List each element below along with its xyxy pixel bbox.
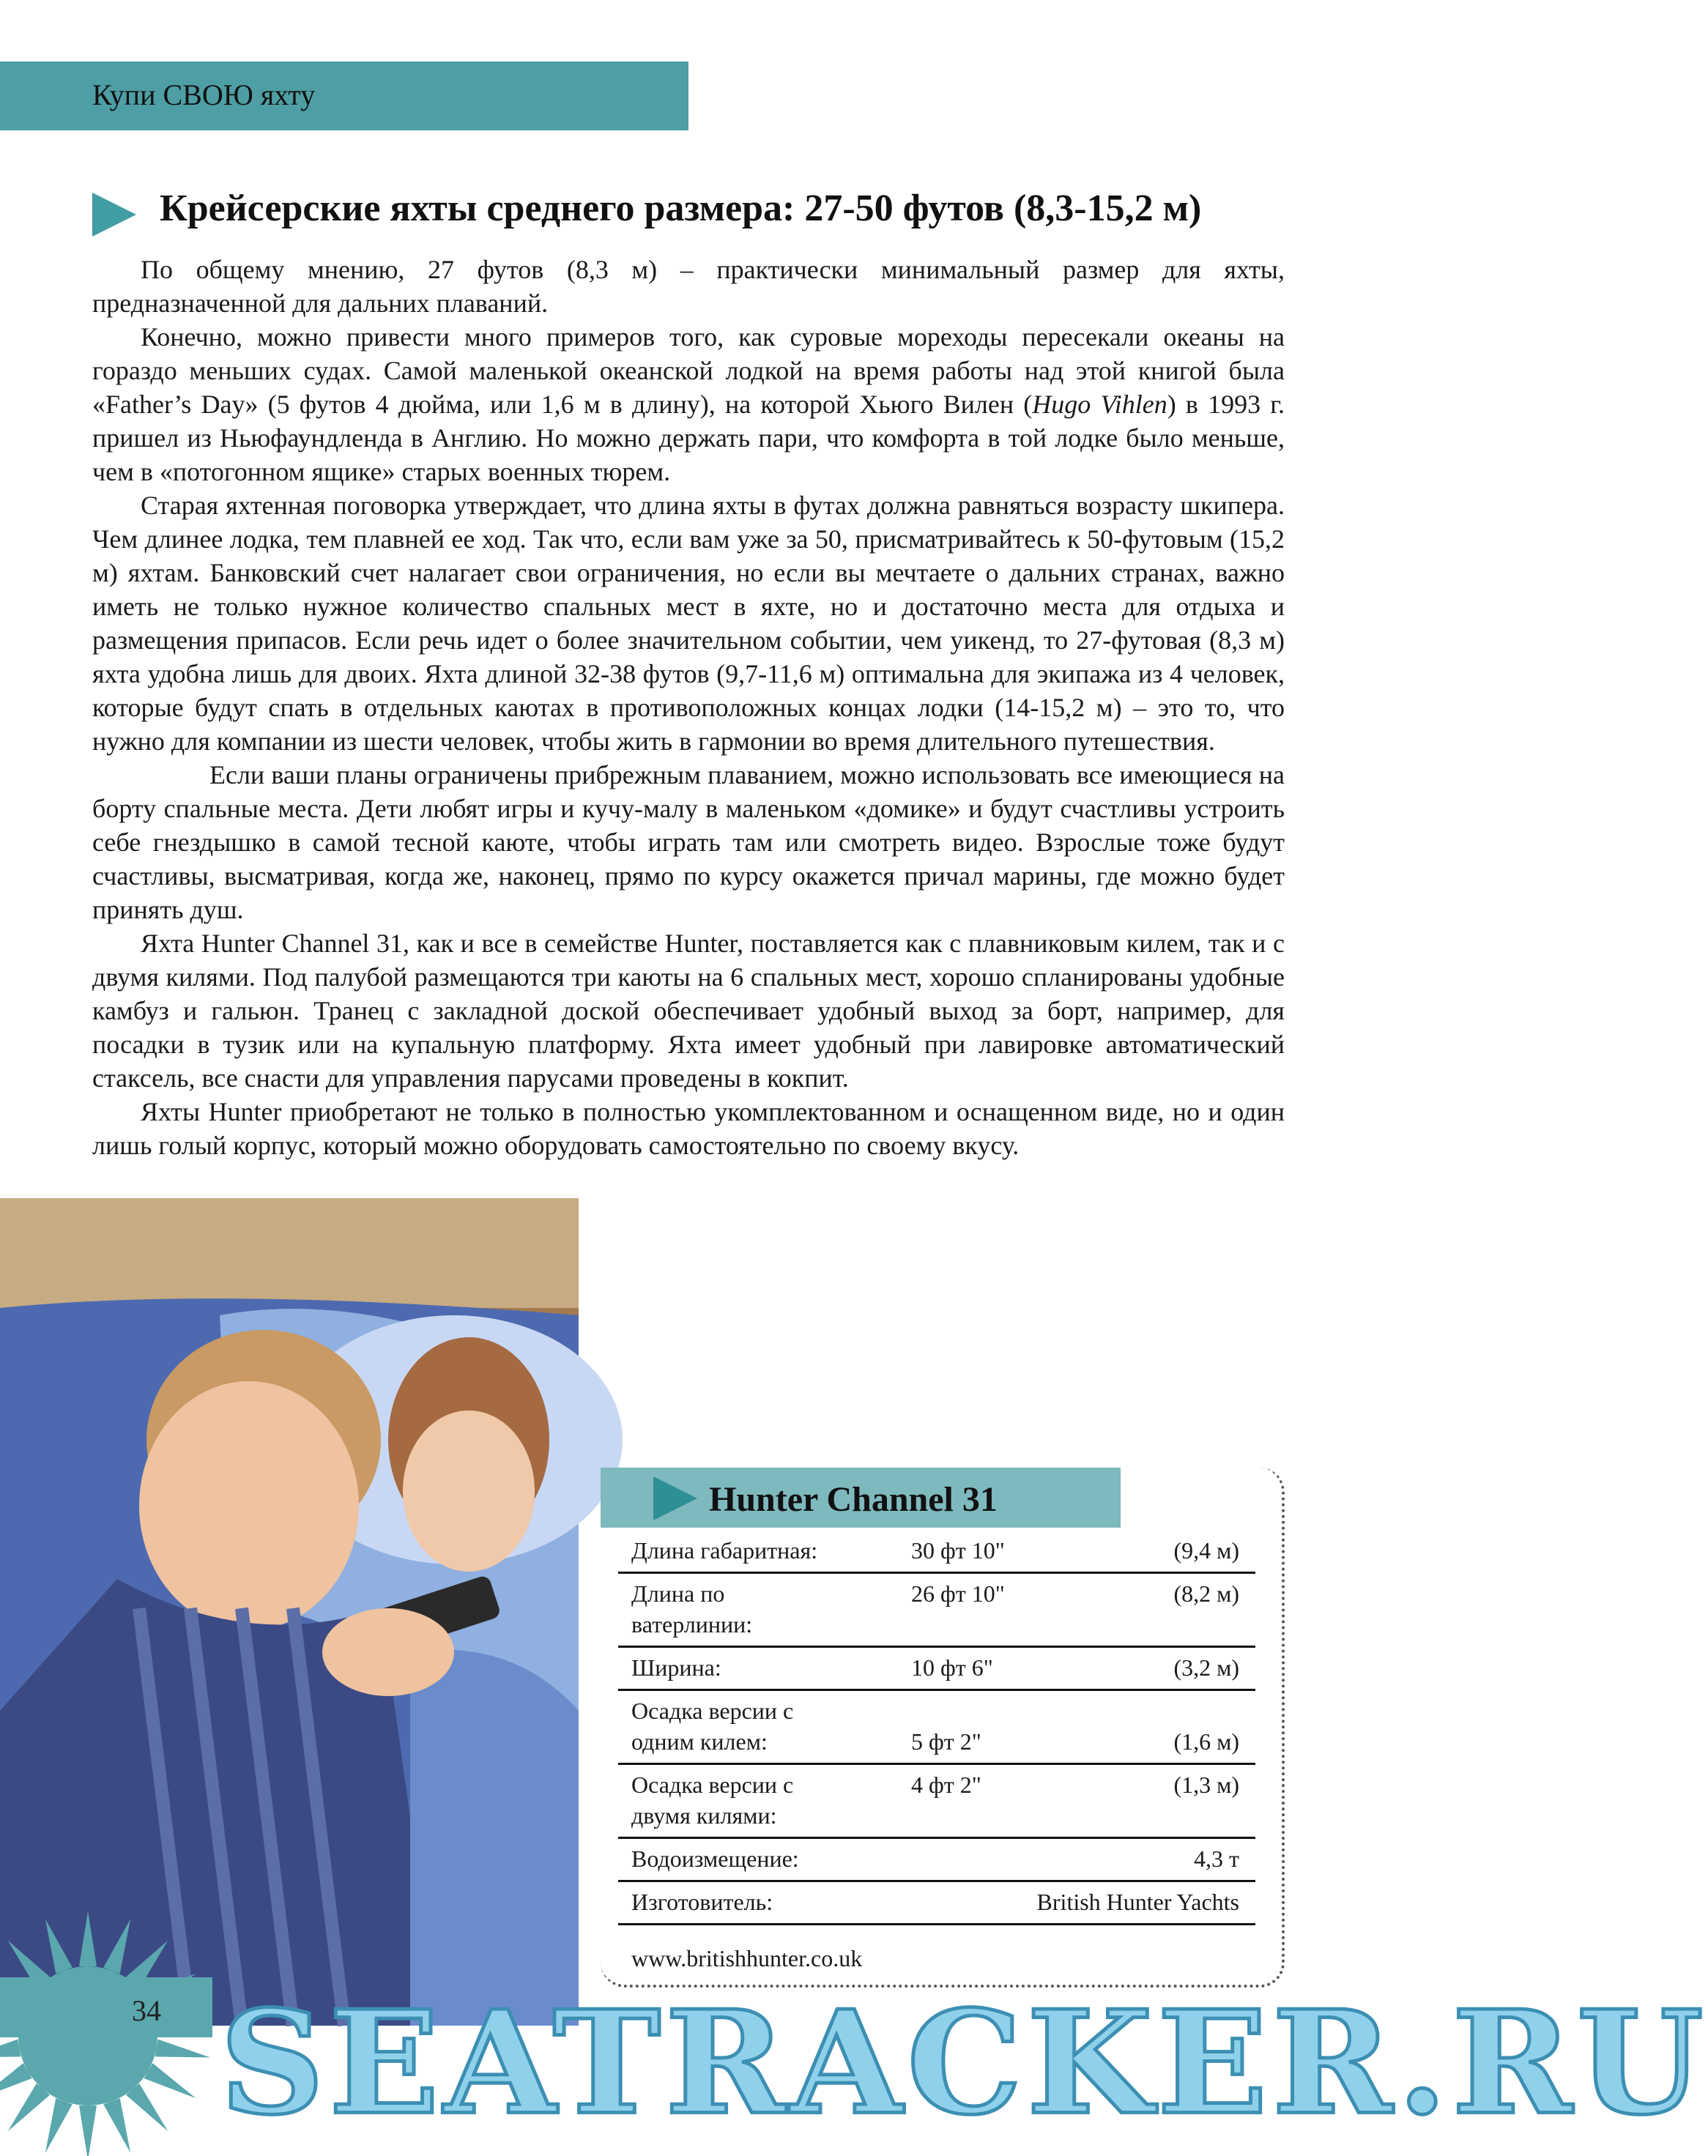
page-number-band: [0, 1977, 212, 2037]
photo-boys-with-device: [0, 1198, 579, 2026]
paragraph-4: Если ваши планы ограничены прибрежным плаванием, можно использовать все имеющиеся на борту спальные места. Дети любят игры и кучу-малу в маленьком «домике» и будут счастливы устроить себе гнездышко в самой тесной каюте, чтобы играть там или смотреть видео. Взрослые тоже будут счастливы, высматривая, когда же, наконец, прямо по курсу окажется причал марины, где можно будет принять душ.: [92, 760, 1285, 924]
spec-header: [601, 1468, 1121, 1528]
paragraph-3: Старая яхтенная поговорка утверждает, что длина яхты в футах должна равняться возрасту шкипера. Чем длинее лодка, тем плавней ее ход. Так что, если вам уже за 50, присматривайтесь к 50-футовым (15,2 м) яхтам. Банковский счет налагает свои ограничения, но если вы мечтаете о дальних странах, важно иметь не только нужное количество спальных мест в яхте, но и достаточно места для отдыха и размещения припасов. Если речь идет о более значительном событии, чем уикенд, то 27-футовая (8,3 м) яхта удобна лишь для двоих. Яхта длиной 32-38 футов (9,7-11,6 м) оптимальна для экипажа из 4 человек, которые будут спать в отдельных каютах в противоположных концах лодки (14-15,2 м) – это то, что нужно для компании из шести человек, чтобы жить в гармонии во время длительного путешествия.: [92, 491, 1285, 756]
section-title: Крейсерские яхты среднего размера: 27-50 футов (8,3-15,2 м): [160, 187, 1202, 229]
spec-box: [601, 1468, 1285, 1988]
triangle-bullet-icon: [92, 193, 136, 237]
paragraph-1: По общему мнению, 27 футов (8,3 м) – практически минимальный размер для яхты, предназначенной для дальних плаваний.: [92, 255, 1285, 318]
section-heading: [92, 187, 1293, 245]
spec-title: Hunter Channel 31: [709, 1480, 998, 1519]
header-tab: [0, 62, 688, 130]
spec-row: Длина габаритная: 30 фт 10" (9,4 м): [618, 1531, 1255, 1574]
header-title: Купи СВОЮ яхту: [92, 78, 316, 111]
paragraph-2: Конечно, можно привести много примеров того, как суровые мореходы пересекали океаны на гораздо меньших судах. Самой маленькой океанской лодкой на время работы над этой книгой была «Father’s Day» (5 футов 4 дюйма, или 1,6 м в длину), на которой Хьюго Вилен (Hugo Vihlen) в 1993 г. пришел из Ньюфаундленда в Англию. Но можно держать пари, что комфорта в той лодке было меньше, чем в «потогонном ящике» старых военных тюрем.: [92, 322, 1285, 486]
photo-illustration: [0, 1198, 579, 2026]
spec-row: Водоизмещение: 4,3 т: [618, 1839, 1255, 1882]
author-name-italic: Hugo Vihlen: [1032, 390, 1167, 419]
spec-row: Длина по ватерлинии: 26 фт 10" (8,2 м): [618, 1574, 1255, 1648]
spec-row: Осадка версии с одним килем: 5 фт 2" (1,6 м): [618, 1691, 1255, 1765]
spec-row: Изготовитель: British Hunter Yachts: [618, 1882, 1255, 1925]
paragraph-5: Яхта Hunter Channel 31, как и все в семействе Hunter, поставляется как с плавниковым килем, так и с двумя килями. Под палубой размещаются три каюты на 6 спальных мест, хорошо спланированы удобные камбуз и гальюн. Транец с закладной доской обеспечивает удобный выход за борт, например, для посадки в тузик или на купальную платформу. Яхта имеет удобный при лавировке автоматический стаксель, все снасти для управления парусами проведены в кокпит.: [92, 929, 1285, 1093]
spec-table: [618, 1531, 1255, 1925]
spec-row: Ширина: 10 фт 6" (3,2 м): [618, 1648, 1255, 1691]
spec-row: Осадка версии с двумя килями: 4 фт 2" (1,3 м): [618, 1765, 1255, 1839]
page-number: 34: [132, 1994, 161, 2027]
paragraph-6: Яхты Hunter приобретают не только в полностью укомплектованном и оснащенном виде, но и один лишь голый корпус, который можно оборудовать самостоятельно по своему вкусу.: [92, 1097, 1285, 1160]
triangle-bullet-icon: [653, 1476, 697, 1520]
manufacturer-url[interactable]: www.britishhunter.co.uk: [631, 1945, 863, 1971]
watermark-text: SEATRACKER.RU: [220, 1979, 1708, 2146]
text-wrap-region: [92, 926, 1285, 1162]
